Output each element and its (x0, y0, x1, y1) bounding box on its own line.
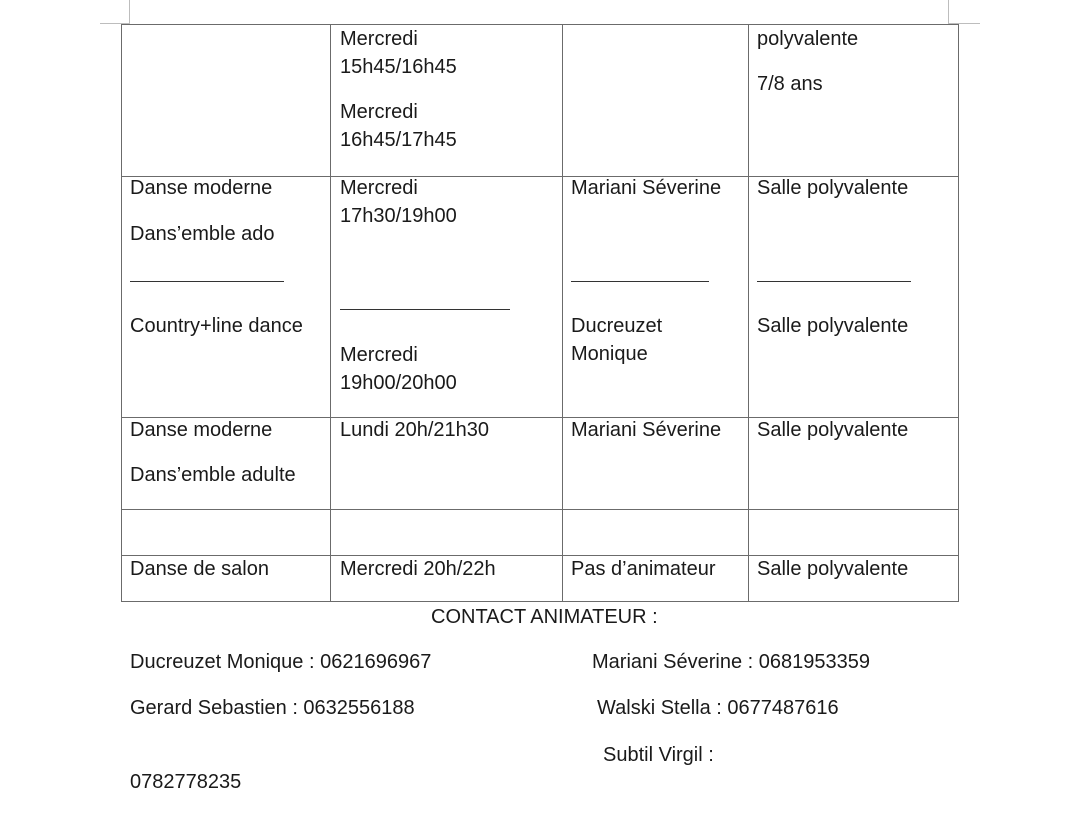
contact-mariani: Mariani Séverine : 0681953359 (592, 651, 870, 673)
contact-ducreuzet: Ducreuzet Monique : 0621696967 (130, 651, 432, 673)
table-cell-time: 19h00/20h00 (340, 372, 457, 394)
table-cell-time: 15h45/16h45 (340, 56, 457, 78)
contacts-heading: CONTACT ANIMATEUR : (431, 606, 658, 628)
contact-walski: Walski Stella : 0677487616 (597, 697, 839, 719)
table-cell-age-group: 7/8 ans (757, 73, 823, 95)
table-cell-location: Salle polyvalente (757, 558, 909, 580)
table-cell-time: Mercredi (340, 28, 418, 50)
column-divider-2 (562, 24, 563, 602)
table-cell-activity: Danse moderne (130, 177, 273, 199)
column-divider-1 (330, 24, 331, 602)
separator-line (757, 281, 911, 282)
page-corner-mark-left (129, 0, 130, 24)
contact-subtil-phone: 0782778235 (130, 771, 242, 793)
contact-subtil: Subtil Virgil : (603, 744, 714, 766)
table-cell-location: Salle polyvalente (757, 315, 909, 337)
table-cell-time: 17h30/19h00 (340, 205, 457, 227)
table-cell-activity: Dans’emble ado (130, 223, 275, 245)
table-cell-animator: Monique (571, 343, 648, 365)
table-cell-animator: Ducreuzet (571, 315, 663, 337)
table-cell-time: Mercredi (340, 101, 418, 123)
table-cell-animator: Pas d’animateur (571, 558, 716, 580)
schedule-table (121, 24, 959, 602)
table-cell-time: Lundi 20h/21h30 (340, 419, 490, 441)
contact-gerard: Gerard Sebastien : 0632556188 (130, 697, 415, 719)
table-cell-animator: Mariani Séverine (571, 177, 722, 199)
table-cell-animator: Mariani Séverine (571, 419, 722, 441)
table-cell-time: Mercredi 20h/22h (340, 558, 496, 580)
table-cell-location: Salle polyvalente (757, 419, 909, 441)
table-cell-time: Mercredi (340, 344, 418, 366)
table-border-left (121, 24, 122, 602)
separator-line (571, 281, 709, 282)
separator-line (340, 309, 510, 310)
table-cell-time: Mercredi (340, 177, 418, 199)
table-border-right (958, 24, 959, 602)
table-cell-time: 16h45/17h45 (340, 129, 457, 151)
table-border-bottom (121, 601, 959, 602)
row-divider-3 (121, 509, 959, 510)
table-cell-location: polyvalente (757, 28, 859, 50)
table-cell-activity: Dans’emble adulte (130, 464, 296, 486)
table-cell-activity: Country+line dance (130, 315, 303, 337)
separator-line (130, 281, 284, 282)
column-divider-3 (748, 24, 749, 602)
table-cell-activity: Danse de salon (130, 558, 269, 580)
table-cell-location: Salle polyvalente (757, 177, 909, 199)
page-corner-mark-right (948, 0, 949, 24)
table-cell-activity: Danse moderne (130, 419, 273, 441)
